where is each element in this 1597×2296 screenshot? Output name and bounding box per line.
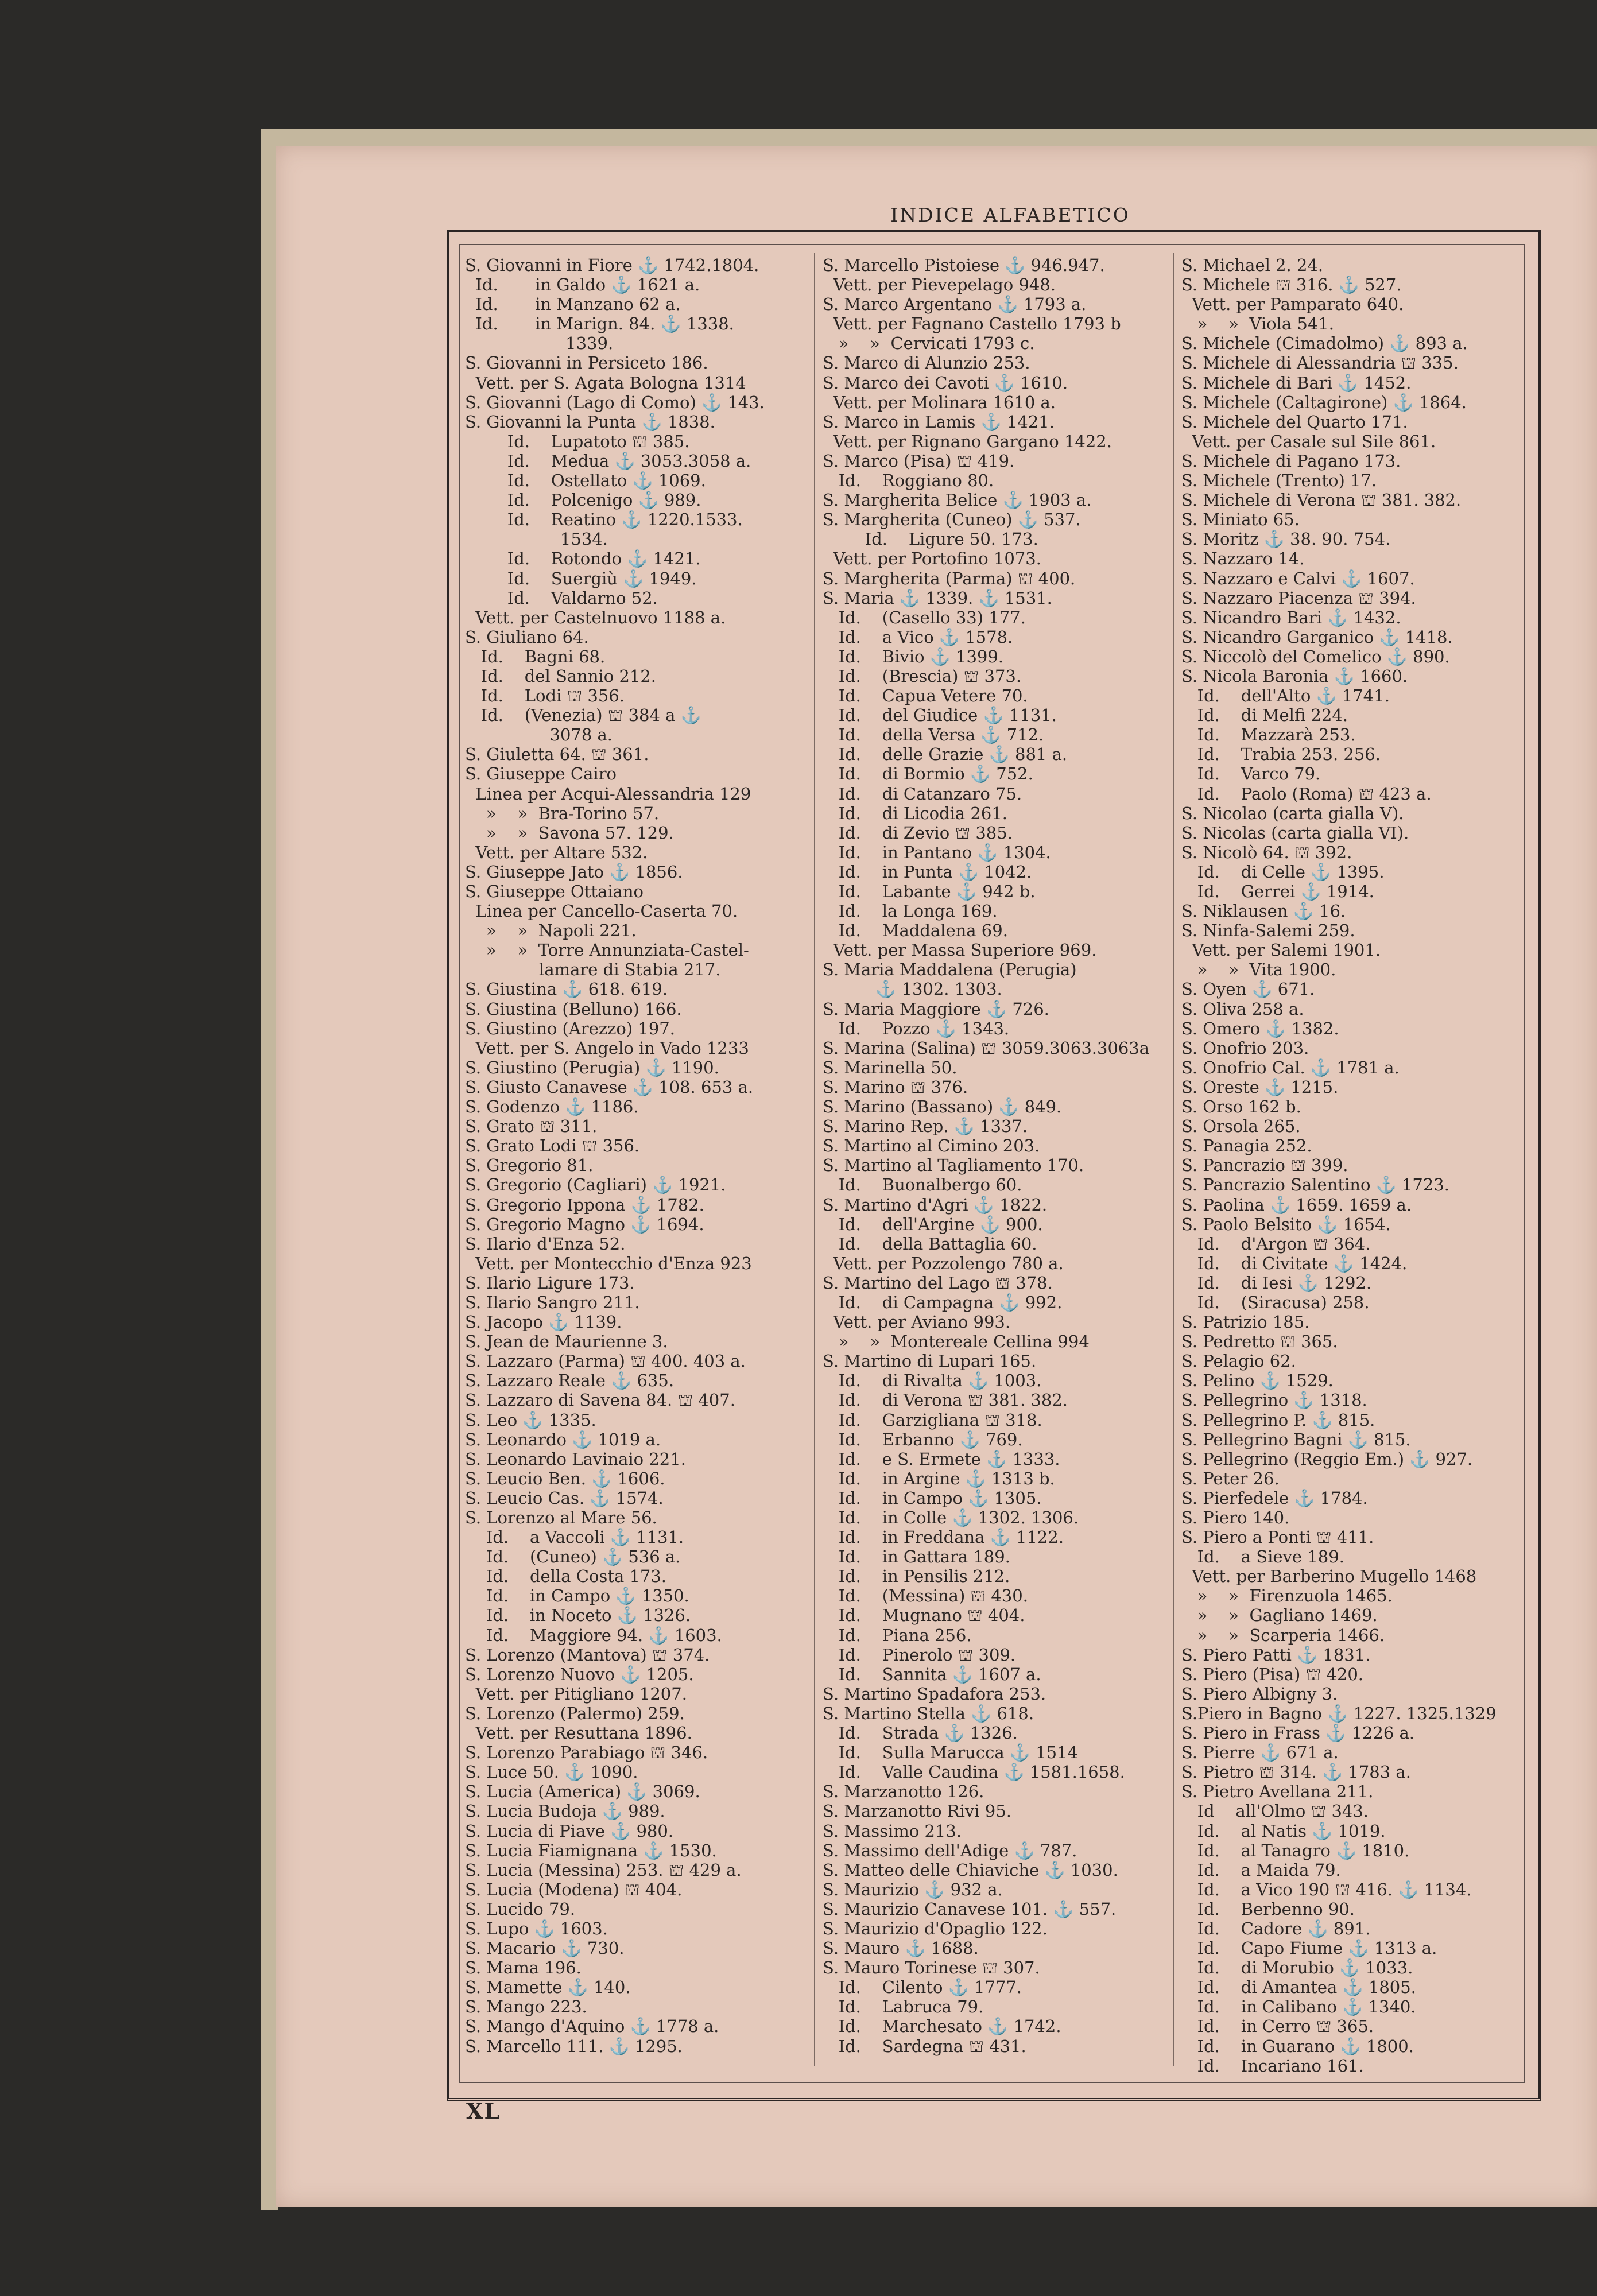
index-column-2: S. Marcello Pistoiese ⚓ 946.947. Vett. per Pievepelago 948. S. Marco Argentano ⚓ 1793 a. Vett. per Fagnano Castello 1793 b » » Cervicati 1793 c. S. Marco di Alunzio 253. S. Marco dei Cavoti ⚓ 1610. Vett. per Molinara 1610 a. S. Marco in Lamis ⚓ 1421. Vett. per Rignano Gargano 1422. S. Marco (Pisa) ⛫ 419. Id. Roggiano 80. S. Margherita Belice ⚓ 1903 a. S. Margherita (Cuneo) ⚓ 537. Id. Ligure 50. 173. Vett. per Portofino 1073. S. Margherita (Parma) ⛫ 400. S. Maria ⚓ 1339. ⚓ 1531. Id. (Casello 33) 177. Id. a Vico ⚓ 1578. Id. Bivio ⚓ 1399. Id. (Brescia) ⛫ 373. Id. Capua Vetere 70. Id. del Giudice ⚓ 1131. Id. della Versa ⚓ 712. Id. delle Grazie ⚓ 881 a. Id. di Bormio ⚓ 752. Id. di Catanzaro 75. Id. di Licodia 261. Id. di Zevio ⛫ 385. Id. in Pantano ⚓ 1304. Id. in Punta ⚓ 1042. Id. Labante ⚓ 942 b. Id. la Longa 169. Id. Maddalena 69. Vett. per Massa Superiore 969. S. Maria Maddalena (Perugia) ⚓ 1302. 1303. S. Maria Maggiore ⚓ 726. Id. Pozzo ⚓ 1343. S. Marina (Salina) ⛫ 3059.3063.3063a S. Marinella 50. S. Marino ⛫ 376. S. Marino (Bassano) ⚓ 849. S. Marino Rep. ⚓ 1337. S. Martino al Cimino 203. S. Martino al Tagliamento 170. Id. Buonalbergo 60. S. Martino d'Agri ⚓ 1822. Id. dell'Argine ⚓ 900. Id. della Battaglia 60. Vett. per Pozzolengo 780 a. S. Martino del Lago ⛫ 378. Id. di Campagna ⚓ 992. Vett. per Aviano 993. » » Montereale Cellina 994 S. Martino di Lupari 165. Id. di Rivalta ⚓ 1003. Id. di Verona ⛫ 381. 382. Id. Garzigliana ⛫ 318. Id. Erbanno ⚓ 769. Id. e S. Ermete ⚓ 1333. Id. in Argine ⚓ 1313 b. Id. in Campo ⚓ 1305. Id. in Colle ⚓ 1302. 1306. Id. in Freddana ⚓ 1122. Id. in Gattara 189. Id. in Pensilis 212. Id. (Messina) ⛫ 430. Id. Mugnano ⛫ 404. Id. Piana 256. Id. Pinerolo ⛫ 309. Id. Sannita ⚓ 1607 a. S. Martino Spadafora 253. S. Martino Stella ⚓ 618. Id. Strada ⚓ 1326. Id. Sulla Marucca ⚓ 1514 Id. Valle Caudina ⚓ 1581.1658. S. Marzanotto 126. S. Marzanotto Rivi 95. S. Massimo 213. S. Massimo dell'Adige ⚓ 787. S. Matteo delle Chiaviche ⚓ 1030. S. Maurizio ⚓ 932 a. S. Maurizio Canavese 101. ⚓ 557. S. Maurizio d'Opaglio 122. S. Mauro ⚓ 1688. S. Mauro Torinese ⛫ 307. Id. Cilento ⚓ 1777. Id. Labruca 79. Id. Marchesato ⚓ 1742. Id. Sardegna ⛫ 431. bbox=[823, 255, 1150, 2056]
column-divider-2 bbox=[1173, 253, 1174, 2066]
index-column-1: S. Giovanni in Fiore ⚓ 1742.1804. Id. in Galdo ⚓ 1621 a. Id. in Manzano 62 a. Id. in Marign. 84. ⚓ 1338. 1339. S. Giovanni in Persiceto 186. Vett. per S. Agata Bologna 1314 S. Giovanni (Lago di Como) ⚓ 143. S. Giovanni la Punta ⚓ 1838. Id. Lupatoto ⛫ 385. Id. Medua ⚓ 3053.3058 a. Id. Ostellato ⚓ 1069. Id. Polcenigo ⚓ 989. Id. Reatino ⚓ 1220.1533. 1534. Id. Rotondo ⚓ 1421. Id. Suergiù ⚓ 1949. Id. Valdarno 52. Vett. per Castelnuovo 1188 a. S. Giuliano 64. Id. Bagni 68. Id. del Sannio 212. Id. Lodi ⛫ 356. Id. (Venezia) ⛫ 384 a ⚓ 3078 a. S. Giuletta 64. ⛫ 361. S. Giuseppe Cairo Linea per Acqui-Alessandria 129 » » Bra-Torino 57. » » Savona 57. 129. Vett. per Altare 532. S. Giuseppe Jato ⚓ 1856. S. Giuseppe Ottaiano Linea per Cancello-Caserta 70. » » Napoli 221. » » Torre Annunziata-Castel- lamare di Stabia 217. S. Giustina ⚓ 618. 619. S. Giustina (Belluno) 166. S. Giustino (Arezzo) 197. Vett. per S. Angelo in Vado 1233 S. Giustino (Perugia) ⚓ 1190. S. Giusto Canavese ⚓ 108. 653 a. S. Godenzo ⚓ 1186. S. Grato ⛫ 311. S. Grato Lodi ⛫ 356. S. Gregorio 81. S. Gregorio (Cagliari) ⚓ 1921. S. Gregorio Ippona ⚓ 1782. S. Gregorio Magno ⚓ 1694. S. Ilario d'Enza 52. Vett. per Montecchio d'Enza 923 S. Ilario Ligure 173. S. Ilario Sangro 211. S. Jacopo ⚓ 1139. S. Jean de Maurienne 3. S. Lazzaro (Parma) ⛫ 400. 403 a. S. Lazzaro Reale ⚓ 635. S. Lazzaro di Savena 84. ⛫ 407. S. Leo ⚓ 1335. S. Leonardo ⚓ 1019 a. S. Leonardo Lavinaio 221. S. Leucio Ben. ⚓ 1606. S. Leucio Cas. ⚓ 1574. S. Lorenzo al Mare 56. Id. a Vaccoli ⚓ 1131. Id. (Cuneo) ⚓ 536 a. Id. della Costa 173. Id. in Campo ⚓ 1350. Id. in Noceto ⚓ 1326. Id. Maggiore 94. ⚓ 1603. S. Lorenzo (Mantova) ⛫ 374. S. Lorenzo Nuovo ⚓ 1205. Vett. per Pitigliano 1207. S. Lorenzo (Palermo) 259. Vett. per Resuttana 1896. S. Lorenzo Parabiago ⛫ 346. S. Luce 50. ⚓ 1090. S. Lucia (America) ⚓ 3069. S. Lucia Budoja ⚓ 989. S. Lucia di Piave ⚓ 980. S. Lucia Fiamignana ⚓ 1530. S. Lucia (Messina) 253. ⛫ 429 a. S. Lucia (Modena) ⛫ 404. S. Lucido 79. S. Lupo ⚓ 1603. S. Macario ⚓ 730. S. Mama 196. S. Mamette ⚓ 140. S. Mango 223. S. Mango d'Aquino ⚓ 1778 a. S. Marcello 111. ⚓ 1295. bbox=[465, 255, 765, 2056]
column-divider-1 bbox=[814, 253, 815, 2066]
page-header: INDICE ALFABETICO bbox=[890, 204, 1130, 226]
index-column-3: S. Michael 2. 24. S. Michele ⛫ 316. ⚓ 527. Vett. per Pamparato 640. » » Viola 541. S. Michele (Cimadolmo) ⚓ 893 a. S. Michele di Alessandria ⛫ 335. S. Michele di Bari ⚓ 1452. S. Michele (Caltagirone) ⚓ 1864. S. Michele del Quarto 171. Vett. per Casale sul Sile 861. S. Michele di Pagano 173. S. Michele (Trento) 17. S. Michele di Verona ⛫ 381. 382. S. Miniato 65. S. Moritz ⚓ 38. 90. 754. S. Nazzaro 14. S. Nazzaro e Calvi ⚓ 1607. S. Nazzaro Piacenza ⛫ 394. S. Nicandro Bari ⚓ 1432. S. Nicandro Garganico ⚓ 1418. S. Niccolò del Comelico ⚓ 890. S. Nicola Baronia ⚓ 1660. Id. dell'Alto ⚓ 1741. Id. di Melfi 224. Id. Mazzarà 253. Id. Trabia 253. 256. Id. Varco 79. Id. Paolo (Roma) ⛫ 423 a. S. Nicolao (carta gialla V). S. Nicolas (carta gialla VI). S. Nicolò 64. ⛫ 392. Id. di Celle ⚓ 1395. Id. Gerrei ⚓ 1914. S. Niklausen ⚓ 16. S. Ninfa-Salemi 259. Vett. per Salemi 1901. » » Vita 1900. S. Oyen ⚓ 671. S. Oliva 258 a. S. Omero ⚓ 1382. S. Onofrio 203. S. Onofrio Cal. ⚓ 1781 a. S. Oreste ⚓ 1215. S. Orso 162 b. S. Orsola 265. S. Panagia 252. S. Pancrazio ⛫ 399. S. Pancrazio Salentino ⚓ 1723. S. Paolina ⚓ 1659. 1659 a. S. Paolo Belsito ⚓ 1654. Id. d'Argon ⛫ 364. Id. di Civitate ⚓ 1424. Id. di Iesi ⚓ 1292. Id. (Siracusa) 258. S. Patrizio 185. S. Pedretto ⛫ 365. S. Pelagio 62. S. Pelino ⚓ 1529. S. Pellegrino ⚓ 1318. S. Pellegrino P. ⚓ 815. S. Pellegrino Bagni ⚓ 815. S. Pellegrino (Reggio Em.) ⚓ 927. S. Peter 26. S. Pierfedele ⚓ 1784. S. Piero 140. S. Piero a Ponti ⛫ 411. Id. a Sieve 189. Vett. per Barberino Mugello 1468 » » Firenzuola 1465. » » Gagliano 1469. » » Scarperia 1466. S. Piero Patti ⚓ 1831. S. Piero (Pisa) ⛫ 420. S. Piero Albigny 3. S.Piero in Bagno ⚓ 1227. 1325.1329 S. Piero in Frass ⚓ 1226 a. S. Pierre ⚓ 671 a. S. Pietro ⛫ 314. ⚓ 1783 a. S. Pietro Avellana 211. Id all'Olmo ⛫ 343. Id. al Natis ⚓ 1019. Id. al Tanagro ⚓ 1810. Id. a Maida 79. Id. a Vico 190 ⛫ 416. ⚓ 1134. Id. Berbenno 90. Id. Cadore ⚓ 891. Id. Capo Fiume ⚓ 1313 a. Id. di Morubio ⚓ 1033. Id. di Amantea ⚓ 1805. Id. in Calibano ⚓ 1340. Id. in Cerro ⛫ 365. Id. in Guarano ⚓ 1800. Id. Incariano 161. bbox=[1181, 255, 1497, 2076]
page-folio: XL bbox=[466, 2098, 501, 2124]
